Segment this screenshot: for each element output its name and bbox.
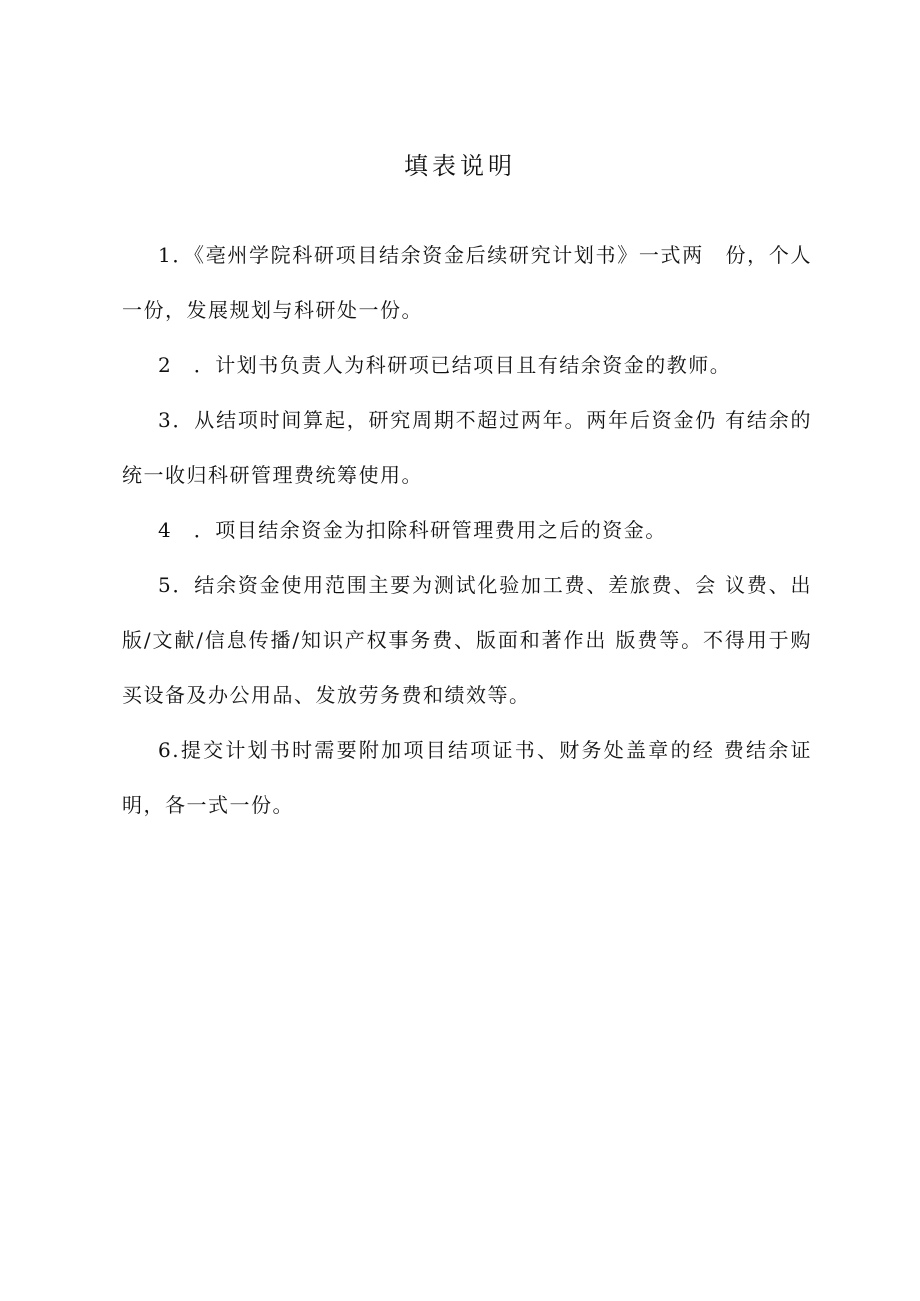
instruction-item-3: 3．从结项时间算起，研究周期不超过两年。两年后资金仍 有结余的统一收归科研管理费统筹使用。 (122, 408, 812, 487)
instruction-item-6: 6.提交计划书时需要附加项目结项证书、财务处盖章的经 费结余证明，各一式一份。 (122, 738, 812, 817)
instruction-item-1: 1．《亳州学院科研项目结余资金后续研究计划书》一式两 份，个人一份，发展规划与科研处一份。 (122, 243, 812, 322)
instruction-item-4: 4 ．项目结余资金为扣除科研管理费用之后的资金。 (158, 518, 667, 542)
instruction-list (122, 228, 812, 833)
instruction-item-5: 5．结余资金使用范围主要为测试化验加工费、差旅费、会 议费、出版/文献/信息传播/知识产权事务费、版面和著作出 版费等。不得用于购买设备及办公用品、发放劳务费和绩效等。 (122, 573, 812, 707)
instruction-item-2: 2 ．计划书负责人为科研项已结项目且有结余资金的教师。 (158, 353, 732, 377)
page-title: 填表说明 (404, 152, 516, 180)
